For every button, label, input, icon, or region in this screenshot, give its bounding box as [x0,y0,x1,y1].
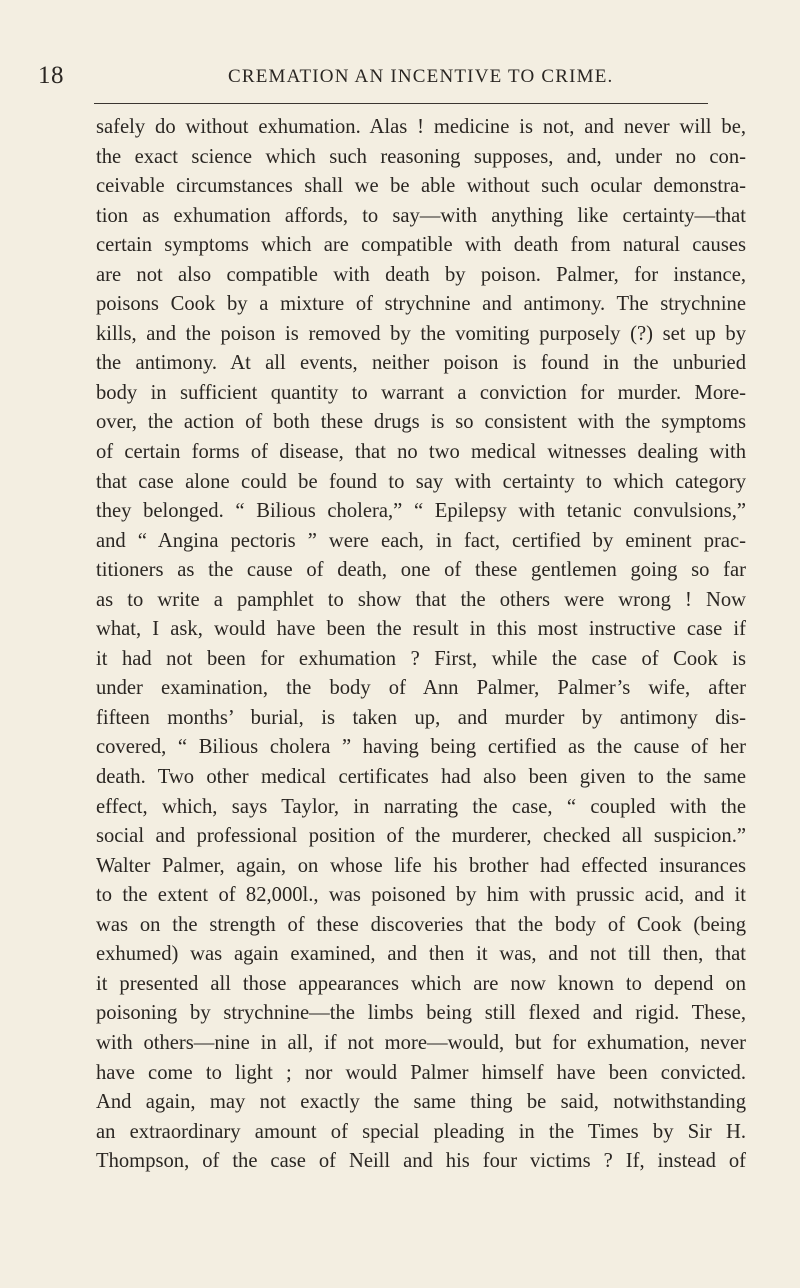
text-line: safely do without exhumation. Alas ! medicine is not, and never will be, [96,116,746,138]
text-line: have come to light ; nor would Palmer himself have been convicted. [96,1061,746,1084]
chapter-title: CREMATION AN INCENTIVE TO CRIME. [228,66,614,87]
text-line: are not also compatible with death by poison. Palmer, for instance, [96,263,746,286]
page-number: 18 [38,62,64,89]
text-line: kills, and the poison is removed by the vomiting purposely (?) set up by [96,322,746,345]
text-line: of certain forms of disease, that no two medical witnesses dealing with [96,441,746,464]
text-line: social and professional position of the murderer, checked all suspicion.” [96,825,746,848]
text-line: it had not been for exhumation ? First, while the case of Cook is [96,647,746,670]
text-line: titioners as the cause of death, one of these gentlemen going so far [96,559,746,582]
text-line: was on the strength of these discoveries that the body of Cook (being [96,913,746,936]
text-line: under examination, the body of Ann Palmer, Palmer’s wife, after [96,677,746,700]
text-line: death. Two other medical certificates had also been given to the same [96,766,746,789]
body-text [96,113,746,1177]
text-line: ceivable circumstances shall we be able without such ocular demonstra- [96,175,746,198]
text-line: that case alone could be found to say with certainty to which category [96,470,746,493]
text-line: And again, may not exactly the same thing be said, notwithstanding [96,1091,746,1114]
text-line: and “ Angina pectoris ” were each, in fact, certified by eminent prac- [96,529,746,552]
text-line: certain symptoms which are compatible with death from natural causes [96,234,746,257]
text-line: poisons Cook by a mixture of strychnine and antimony. The strychnine [96,293,746,316]
text-line: covered, “ Bilious cholera ” having being certified as the cause of her [96,736,746,759]
text-line: Thompson, of the case of Neill and his four victims ? If, instead of [96,1150,746,1173]
text-line: tion as exhumation affords, to say—with anything like certainty—that [96,204,746,227]
text-line: exhumed) was again examined, and then it was, and not till then, that [96,943,746,966]
text-line: fifteen months’ burial, is taken up, and murder by antimony dis- [96,706,746,729]
text-line: over, the action of both these drugs is so consistent with the symptoms [96,411,746,434]
text-line: effect, which, says Taylor, in narrating the case, “ coupled with the [96,795,746,818]
text-line: with others—nine in all, if not more—would, but for exhumation, never [96,1031,746,1054]
text-line: body in sufficient quantity to warrant a conviction for murder. More- [96,381,746,404]
text-line: poisoning by strychnine—the limbs being still flexed and rigid. These, [96,1002,746,1025]
text-line: it presented all those appearances which are now known to depend on [96,972,746,995]
running-head [0,62,800,92]
text-line: as to write a pamphlet to show that the others were wrong ! Now [96,588,746,611]
text-line: an extraordinary amount of special pleading in the Times by Sir H. [96,1120,746,1143]
text-line: the antimony. At all events, neither poison is found in the unburied [96,352,746,375]
text-line: what, I ask, would have been the result in this most instructive case if [96,618,746,641]
text-line: to the extent of 82,000l., was poisoned by him with prussic acid, and it [96,884,746,907]
text-line: Walter Palmer, again, on whose life his brother had effected insurances [96,854,746,877]
header-rule [94,103,708,104]
text-line: they belonged. “ Bilious cholera,” “ Epilepsy with tetanic convulsions,” [96,500,746,523]
text-line: the exact science which such reasoning supposes, and, under no con- [96,145,746,168]
